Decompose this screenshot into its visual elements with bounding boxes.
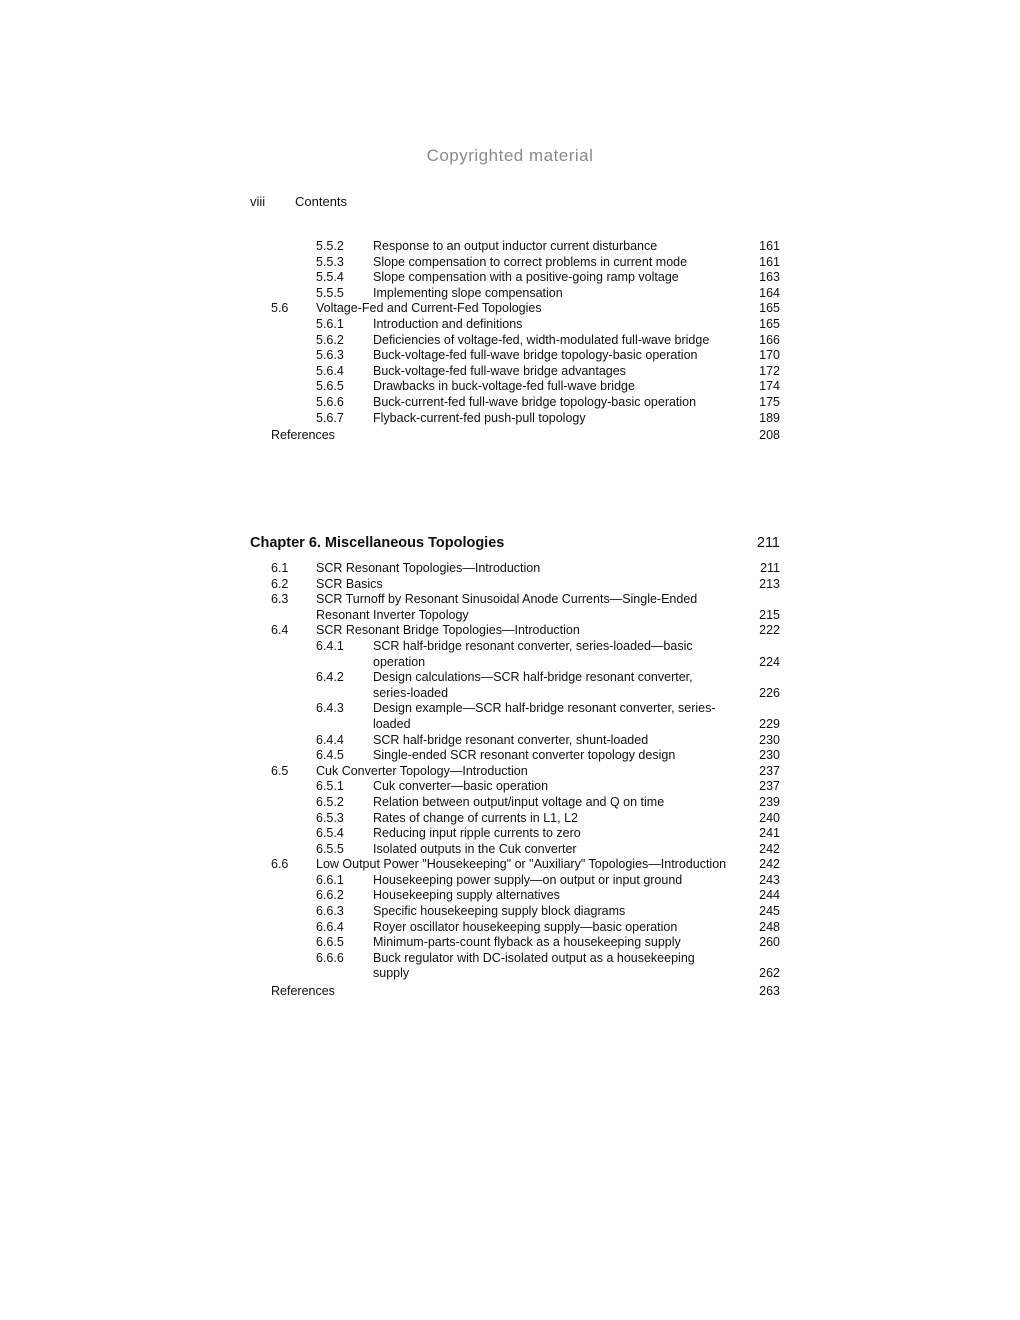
running-head xyxy=(250,194,347,209)
page-number: 165 xyxy=(759,301,780,316)
section-title: Deficiencies of voltage-fed, width-modulated full-wave bridge xyxy=(373,332,710,347)
section-title: SCR Turnoff by Resonant Sinusoidal Anode Currents—Single-Ended Resonant Inverter Topology xyxy=(316,592,698,622)
section-title: Housekeeping power supply—on output or input ground xyxy=(373,872,683,887)
section-title: SCR Basics xyxy=(316,576,383,591)
section-title: Isolated outputs in the Cuk converter xyxy=(373,841,577,856)
toc-entry xyxy=(250,239,785,255)
section-title: SCR Resonant Bridge Topologies—Introduction xyxy=(316,623,580,638)
section-number: 6.5 xyxy=(271,763,289,778)
running-head-title: Contents xyxy=(295,194,348,209)
toc-entry xyxy=(250,301,785,317)
copyright-watermark: Copyrighted material xyxy=(426,146,594,165)
section-title: SCR half-bridge resonant converter, series-loaded—basic operation xyxy=(373,638,693,669)
section-number: 6.5.5 xyxy=(316,841,344,856)
section-title: Buck-voltage-fed full-wave bridge advantages xyxy=(373,363,626,378)
toc-entry xyxy=(250,795,785,811)
page-number: 215 xyxy=(759,607,780,622)
section-number: 6.5.2 xyxy=(316,794,344,809)
page-number: 237 xyxy=(759,779,780,794)
section-number: 5.6.6 xyxy=(316,394,344,409)
section-number: 6.6.1 xyxy=(316,872,344,887)
section-number: 6.4.5 xyxy=(316,748,344,763)
page-number: 163 xyxy=(759,270,780,285)
page-number: 189 xyxy=(759,410,780,425)
toc-entry xyxy=(250,592,785,623)
toc-entry xyxy=(250,701,785,732)
section-number: 5.6.4 xyxy=(316,363,344,378)
section-number: 5.6.5 xyxy=(316,379,344,394)
page-number: 240 xyxy=(759,810,780,825)
toc-entry xyxy=(250,826,785,842)
section-number: 6.4.4 xyxy=(316,732,344,747)
section-number: 6.3 xyxy=(271,592,289,607)
section-number: 5.5.2 xyxy=(316,239,344,253)
toc-entry xyxy=(250,904,785,920)
section-title: Design example—SCR half-bridge resonant converter, series-loaded xyxy=(373,701,716,731)
section-number: 6.4.1 xyxy=(316,638,344,653)
page-number: 229 xyxy=(759,716,780,731)
section-number: 5.5.4 xyxy=(316,270,344,285)
section-number: 5.6.3 xyxy=(316,348,344,363)
section-number: 6.6.2 xyxy=(316,888,344,903)
section-title: Design calculations—SCR half-bridge resonant converter, series-loaded xyxy=(373,670,693,700)
toc-entry xyxy=(250,364,785,380)
page-number: 164 xyxy=(759,285,780,300)
section-number: 6.6.3 xyxy=(316,904,344,919)
section-number: 6.4 xyxy=(271,623,289,638)
section-number: 6.6 xyxy=(271,857,289,872)
page-folio: viii xyxy=(250,194,266,209)
page-number: 222 xyxy=(759,623,780,638)
section-title: Minimum-parts-count flyback as a housekeeping supply xyxy=(373,935,681,950)
page-number: 226 xyxy=(759,685,780,700)
section-title: Housekeeping supply alternatives xyxy=(373,888,560,903)
page-number: 224 xyxy=(759,654,780,669)
page-number: 262 xyxy=(759,966,780,981)
page-number: 208 xyxy=(759,428,780,443)
section-title: SCR half-bridge resonant converter, shunt-loaded xyxy=(373,732,649,747)
section-title: Specific housekeeping supply block diagrams xyxy=(373,904,626,919)
toc-entry xyxy=(250,764,785,780)
section-title: Drawbacks in buck-voltage-fed full-wave bridge xyxy=(373,379,635,394)
toc-entry xyxy=(250,733,785,749)
toc-entry xyxy=(250,379,785,395)
toc-entry xyxy=(250,951,785,982)
section-title: Voltage-Fed and Current-Fed Topologies xyxy=(316,301,542,316)
section-title: Cuk converter—basic operation xyxy=(373,779,549,794)
section-title: Buck-current-fed full-wave bridge topology-basic operation xyxy=(373,394,697,409)
page-number: 170 xyxy=(759,348,780,363)
page-number: 166 xyxy=(759,332,780,347)
section-number: 6.6.6 xyxy=(316,950,344,965)
section-title: Implementing slope compensation xyxy=(373,285,563,300)
toc-entry xyxy=(250,842,785,858)
toc-entry xyxy=(250,411,785,427)
section-title: Buck-voltage-fed full-wave bridge topology-basic operation xyxy=(373,348,698,363)
section-number: 5.6.2 xyxy=(316,332,344,347)
toc-entry xyxy=(250,317,785,333)
section-title: Single-ended SCR resonant converter topology design xyxy=(373,748,676,763)
page-number: 244 xyxy=(759,888,780,903)
section-number: 6.4.3 xyxy=(316,701,344,716)
toc-entry xyxy=(250,255,785,271)
section-number: 6.5.1 xyxy=(316,779,344,794)
section-title: Low Output Power "Housekeeping" or "Auxiliary" Topologies—Introduction xyxy=(316,857,727,872)
toc-entry xyxy=(250,639,785,670)
chapter-page-number: 211 xyxy=(756,535,780,551)
toc-entry xyxy=(250,561,785,577)
section-title: Introduction and definitions xyxy=(373,316,523,331)
toc-entry xyxy=(250,333,785,349)
page-number: 172 xyxy=(759,363,780,378)
page-number: 239 xyxy=(759,794,780,809)
section-number: 5.5.5 xyxy=(316,285,344,300)
section-title: SCR Resonant Topologies—Introduction xyxy=(316,561,541,575)
section-number: 5.6.1 xyxy=(316,316,344,331)
section-number: 6.1 xyxy=(271,561,289,575)
page-number: 161 xyxy=(759,239,780,253)
toc-entry xyxy=(250,857,785,873)
section-title: Response to an output inductor current disturbance xyxy=(373,239,658,253)
page-number: 230 xyxy=(759,748,780,763)
section-number: 6.6.5 xyxy=(316,935,344,950)
toc-entry xyxy=(250,811,785,827)
toc-entry xyxy=(250,395,785,411)
section-title: Reducing input ripple currents to zero xyxy=(373,826,581,841)
page-number: 165 xyxy=(759,316,780,331)
toc-references-entry xyxy=(250,428,785,444)
section-title: References xyxy=(271,428,335,443)
toc-entry xyxy=(250,670,785,701)
toc-entry xyxy=(250,935,785,951)
section-title: Slope compensation to correct problems in current mode xyxy=(373,254,688,269)
section-title: Flyback-current-fed push-pull topology xyxy=(373,410,586,425)
section-number: 5.5.3 xyxy=(316,254,344,269)
section-title: References xyxy=(271,984,335,999)
page-number: 248 xyxy=(759,919,780,934)
section-title: Buck regulator with DC-isolated output as a housekeeping supply xyxy=(373,950,695,981)
section-number: 6.6.4 xyxy=(316,919,344,934)
section-number: 5.6 xyxy=(271,301,289,316)
section-title: Rates of change of currents in L1, L2 xyxy=(373,810,578,825)
toc-entry xyxy=(250,623,785,639)
section-title: Royer oscillator housekeeping supply—basic operation xyxy=(373,919,678,934)
page-number: 175 xyxy=(759,394,780,409)
toc-entry xyxy=(250,748,785,764)
toc-references-entry xyxy=(250,984,785,1000)
page-number: 242 xyxy=(759,841,780,856)
page-number: 174 xyxy=(759,379,780,394)
page-number: 211 xyxy=(760,561,780,575)
toc-entry xyxy=(250,270,785,286)
page-number: 230 xyxy=(759,732,780,747)
section-number: 6.5.4 xyxy=(316,826,344,841)
page-number: 260 xyxy=(759,935,780,950)
toc-entry xyxy=(250,348,785,364)
section-title: Cuk Converter Topology—Introduction xyxy=(316,763,528,778)
toc-entry xyxy=(250,577,785,593)
page-number: 237 xyxy=(759,763,780,778)
section-number: 5.6.7 xyxy=(316,410,344,425)
toc-entry xyxy=(250,920,785,936)
page-number: 263 xyxy=(759,984,780,999)
section-title: Slope compensation with a positive-going ramp voltage xyxy=(373,270,679,285)
chapter-title: Chapter 6. Miscellaneous Topologies xyxy=(250,535,505,551)
page-number: 245 xyxy=(759,904,780,919)
section-number: 6.2 xyxy=(271,576,289,591)
page-number: 243 xyxy=(759,872,780,887)
page-number: 241 xyxy=(759,826,780,841)
chapter-heading xyxy=(250,535,785,551)
toc-entry xyxy=(250,888,785,904)
page-number: 213 xyxy=(759,576,780,591)
page-number: 242 xyxy=(759,857,780,872)
section-title: Relation between output/input voltage and Q on time xyxy=(373,794,665,809)
toc-block-chapter5 xyxy=(250,239,785,444)
section-number: 6.5.3 xyxy=(316,810,344,825)
toc-block-chapter6 xyxy=(250,561,785,1000)
section-number: 6.4.2 xyxy=(316,670,344,685)
page-number: 161 xyxy=(759,254,780,269)
toc-entry xyxy=(250,779,785,795)
toc-entry xyxy=(250,873,785,889)
toc-entry xyxy=(250,286,785,302)
